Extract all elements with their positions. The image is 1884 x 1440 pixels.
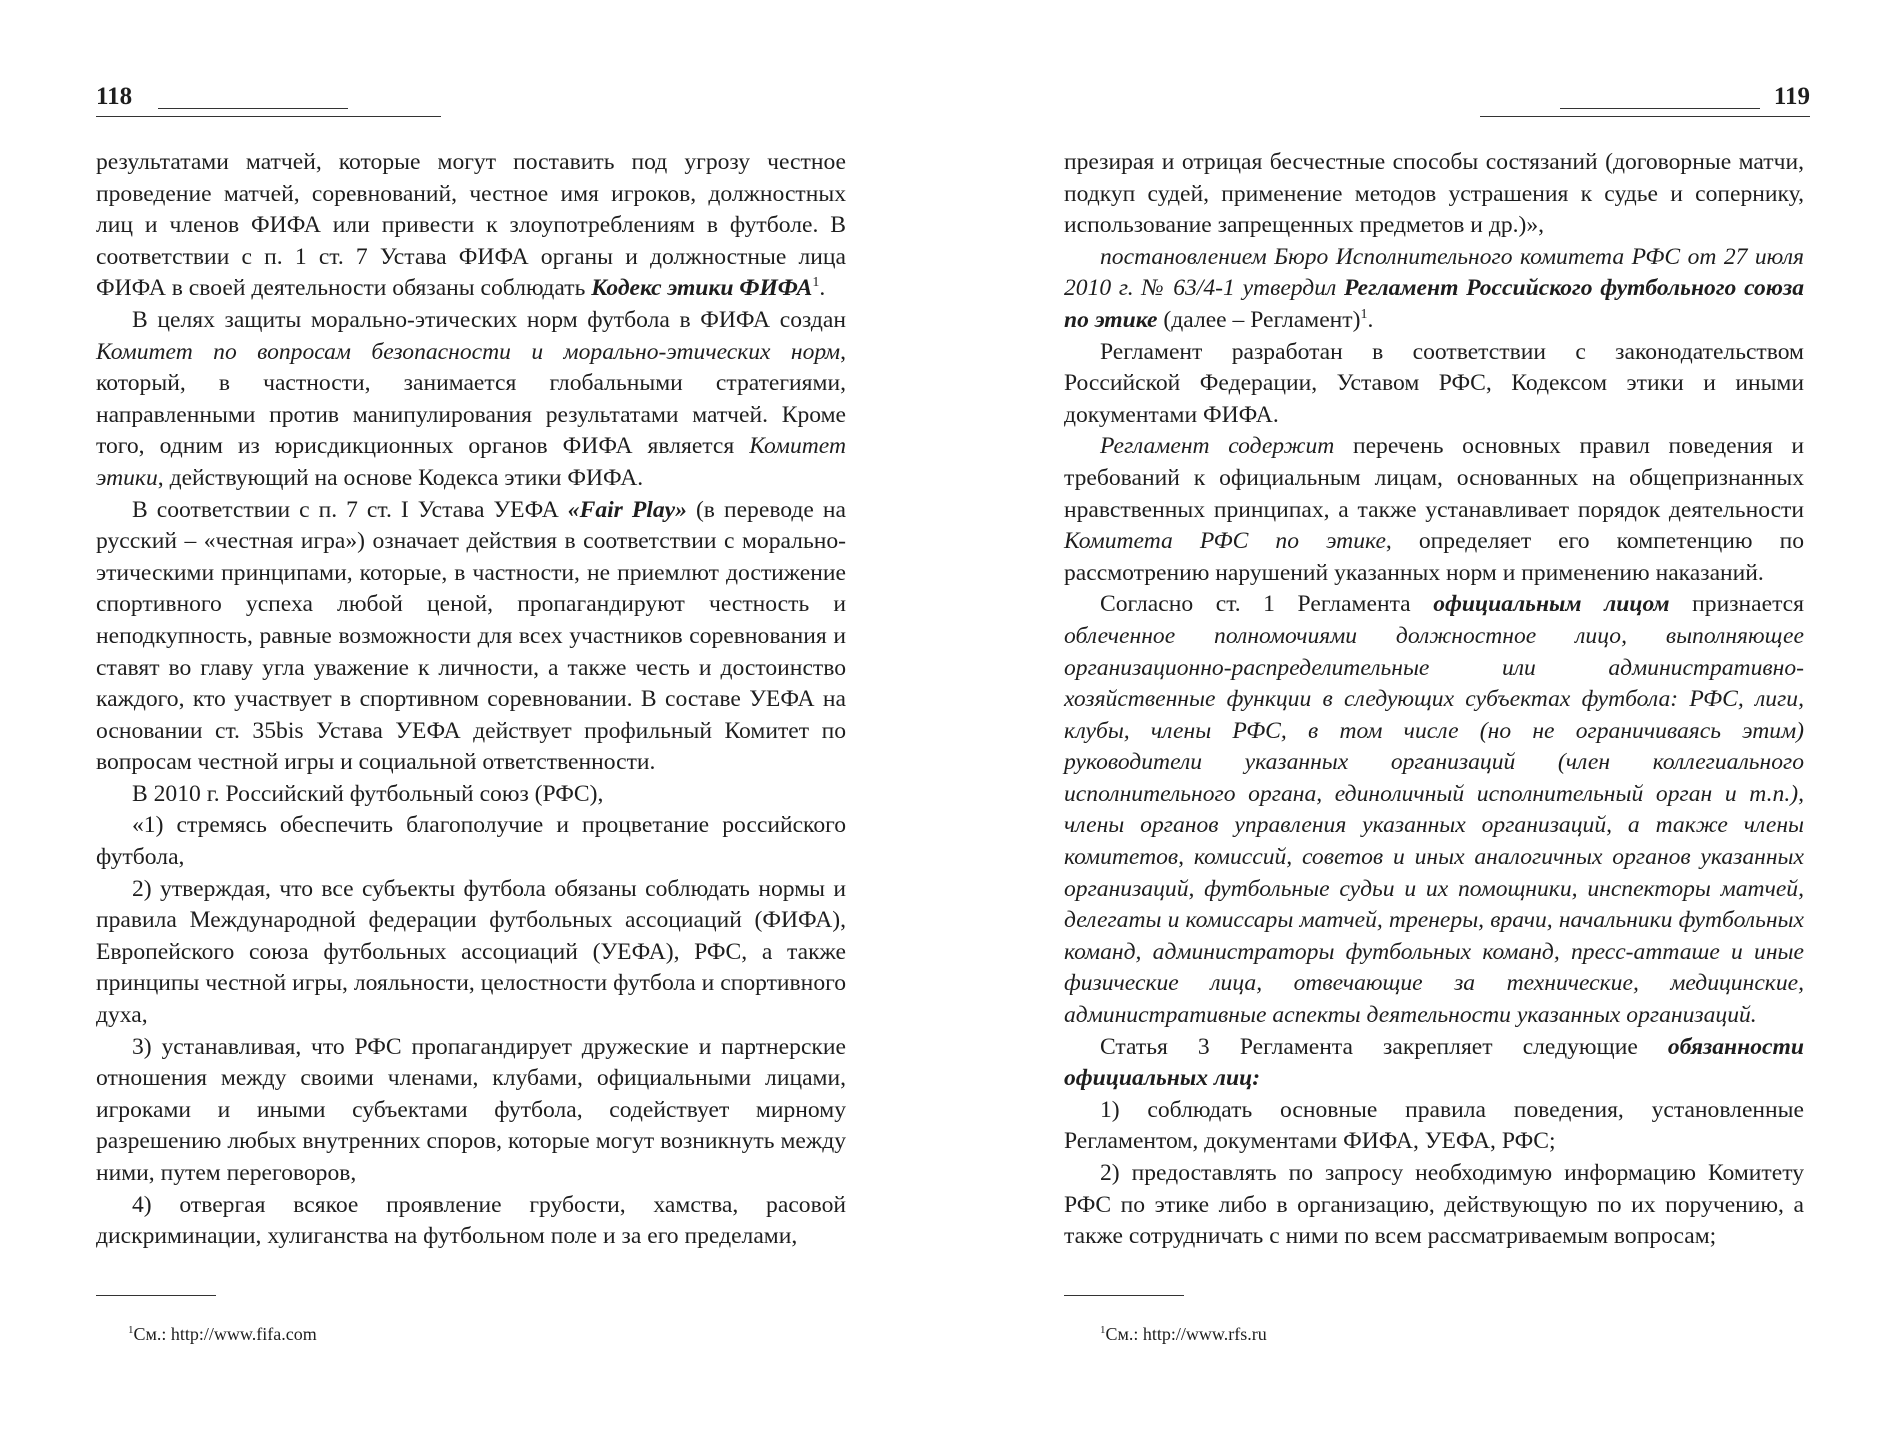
text-run: (в переводе на русский – «честная игра») означает действия в соответствии с морально-этическими принципами, которые, в частности, не приемлют достижение спортивного успеха любой ценой, пропагандируют честность и неподкупность, равные возможности для всех участников соревнования и ставят во главу угла уважение к личности, а также честь и достоинство каждого, кто участвует в спортивном соревновании. В составе УЕФА на основании ст. 35bis Устава УЕФА действует профильный Комитет по вопросам честной игры и социальной ответственности. [96,496,847,776]
paragraph [1064,242,1804,337]
footnote-ref: 1 [1360,307,1368,323]
text-run: Регламент разработан в соответствии с законодательством Российской Федерации, Уставом РФС, Кодексом этики и иными документами ФИФА. [1064,338,1804,428]
text-run: . [1367,306,1374,333]
right-page-header [1480,82,1810,122]
text-run: презирая и отрицая бесчестные способы состязаний (договорные матчи, подкуп судей, применение методов устрашения к судье и сопернику, использование запрещенных предметов и др.)», [1064,149,1804,239]
text-run: В соответствии с п. 7 ст. I Устава УЕФА [132,496,568,523]
paragraph [96,1032,846,1190]
page-number: 118 [96,83,133,110]
text-run: , действующий на основе Кодекса этики ФИФА. [157,464,644,491]
text-run: , определяет его компетенцию по рассмотрению нарушений указанных норм и применению наказаний. [1064,528,1804,586]
paragraph [1064,1158,1804,1253]
text-run: Комитет этики [96,433,846,491]
text-run: результатами матчей, которые могут поставить под угрозу честное проведение матчей, соревнований, честное имя игроков, должностных лиц и членов ФИФА или привести к злоупотреблениям в футболе. В соответствии с п. 1 ст. 7 Устава ФИФА органы и должностные лица ФИФА в своей деятельности обязаны соблюдать [96,149,846,302]
paragraph [96,779,846,811]
text-run: , который, в частности, занимается глобальными стратегиями, направленными против манипулирования результатами матчей. Кроме того, одним из юрисдикционных органов ФИФА является [96,338,846,460]
footnote [1100,1318,1267,1346]
text-run: 2) утверждая, что все субъекты футбола обязаны соблюдать нормы и правила Международной федерации футбольных ассоциаций (ФИФА), Европейского союза футбольных ассоциаций (УЕФА), РФС, а также принципы честной игры, лояльности, целостности футбола и спортивного духа, [96,875,846,1029]
paragraph [96,1190,846,1253]
text-run: Комитета РФС по этике [1064,528,1386,555]
text-run: Регламент содержит [1100,433,1335,460]
header-rule-long [96,116,441,117]
text-run: официальным лицом [1433,591,1670,618]
paragraph [1064,1095,1804,1158]
footnote-marker: 1 [128,1324,134,1336]
text-run: . [819,275,826,302]
text-run: признается [1669,591,1805,618]
paragraph [1064,589,1804,1031]
left-page-header [96,82,441,122]
paragraph [96,495,846,779]
paragraph [1064,1032,1804,1095]
text-run: «1) стремясь обеспечить благополучие и процветание российского футбола, [96,812,846,871]
paragraph [1064,337,1804,432]
text-run: 1) соблюдать основные правила поведения, установленные Регламентом, документами ФИФА, УЕФА, РФС; [1064,1096,1804,1155]
text-run: Согласно ст. 1 Регламента [1100,591,1434,618]
right-page [942,0,1884,1440]
footnote-marker: 1 [1100,1324,1106,1336]
text-run: (далее – Регламент) [1157,306,1361,333]
text-run: 2) предоставлять по запросу необходимую информацию Комитету РФС по этике либо в организацию, действующую по их поручению, а также сотрудничать с ними по всем рассматриваемым вопросам; [1064,1160,1804,1250]
text-run: Статья 3 Регламента закрепляет следующие [1100,1033,1668,1060]
header-rule-short [158,108,348,109]
paragraph [96,810,846,873]
text-run: облеченное полномочиями должностное лицо, выполняющее организационно-распределительные или административно-хозяйственные функции в следующих субъектах футбола: РФС, лиги, клубы, члены РФС, в том числе (но не ограничиваясь этим) руководители указанных организаций (член коллегиального исполнительного органа, единоличный исполнительный орган и т.п.), члены органов управления указанных организаций, а также члены комитетов, комиссий, советов и иных аналогичных органов указанных организаций, футбольные судьи и их помощники, инспекторы матчей, делегаты и комиссары матчей, тренеры, врачи, начальники футбольных команд, администраторы футбольных команд, пресс-атташе и иные физические лица, отвечающие за технические, медицинские, административные аспекты деятельности указанных организаций. [1064,622,1804,1029]
footnote-text: См.: http://www.rfs.ru [1105,1324,1267,1344]
right-page-body [1064,147,1804,1253]
text-run: Комитет по вопросам безопасности и морально-этических норм [96,338,841,365]
text-run: 4) отвергая всякое проявление грубости, хамства, расовой дискриминации, хулиганства на футбольном поле и за его пределами, [96,1191,846,1250]
text-run: Кодекс этики ФИФА [591,275,813,302]
paragraph [96,147,846,305]
header-rule-long [1480,116,1810,117]
text-run: перечень основных правил поведения и требований к официальным лицам, основанных на общепризнанных нравственных принципах, а также устанавливает порядок деятельности [1064,433,1805,523]
page-number: 119 [1773,83,1810,110]
text-run: «Fair Play» [567,496,687,523]
text-run: В целях защиты морально-этических норм футбола в ФИФА создан [132,306,846,333]
paragraph [96,305,846,495]
text-run: Регламент Российского футбольного союза по этике [1064,275,1804,333]
footnote-ref: 1 [812,275,820,291]
footnote-rule [1064,1295,1184,1296]
footnote-rule [96,1295,216,1296]
footnote [128,1318,317,1346]
text-run: постановлением Бюро Исполнительного комитета РФС от 27 июля 2010 г. № 63/4-1 утвердил [1064,243,1804,302]
left-page-body [96,147,846,1253]
text-run: 3) устанавливая, что РФС пропагандирует дружеские и партнерские отношения между своими членами, клубами, официальными лицами, игроками и иными субъектами футбола, содействует мирному разрешению любых внутренних споров, которые могут возникнуть между ними, путем переговоров, [96,1033,846,1186]
text-run: обязанности официальных лиц: [1064,1033,1804,1092]
footnote-text: См.: http://www.fifa.com [133,1324,317,1344]
paragraph [96,874,846,1032]
paragraph [1064,147,1804,242]
paragraph [1064,431,1804,589]
text-run: В 2010 г. Российский футбольный союз (РФС), [132,780,604,807]
header-rule-short [1560,108,1760,109]
